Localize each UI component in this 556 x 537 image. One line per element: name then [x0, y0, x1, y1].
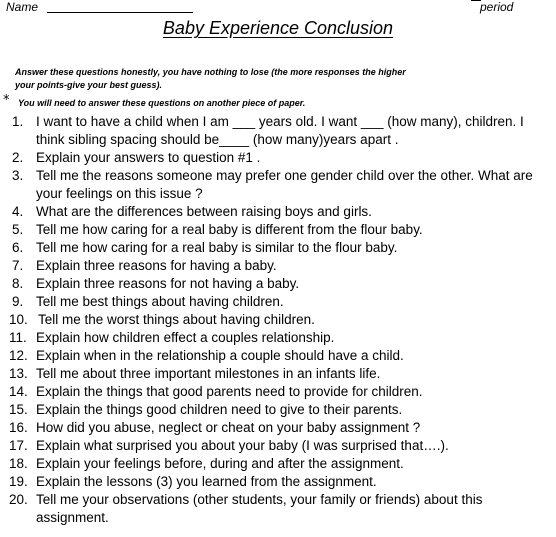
instructions-line-2: your points-give your best guess).	[15, 80, 163, 90]
question-item	[0, 203, 556, 221]
question-number: 4.	[12, 204, 24, 219]
question-text: Explain what surprised you about your baby (I was surprised that….).	[36, 438, 449, 453]
question-number: 8.	[12, 276, 24, 291]
question-item	[0, 257, 556, 275]
period-label: period	[480, 0, 514, 14]
question-list	[0, 113, 556, 527]
question-text: Explain the things that good parents need to provide for children.	[36, 384, 423, 399]
question-number: 9.	[12, 294, 24, 309]
question-text: I want to have a child when I am ___ years old. I want ___ (how many), children. I think sibling spacing should be____ (how many)years apart .	[36, 114, 524, 147]
question-number: 14.	[9, 384, 28, 399]
question-text: Explain your feelings before, during and after the assignment.	[36, 456, 404, 471]
question-number: 17.	[9, 438, 28, 453]
question-text: Explain how children effect a couples relationship.	[36, 330, 335, 345]
question-item	[0, 419, 556, 437]
question-text: How did you abuse, neglect or cheat on your baby assignment ?	[36, 420, 421, 435]
question-item	[0, 347, 556, 365]
question-text: Explain the things good children need to give to their parents.	[36, 402, 403, 417]
question-text: What are the differences between raising boys and girls.	[36, 204, 372, 219]
question-number: 20.	[9, 492, 28, 507]
question-item	[0, 275, 556, 293]
question-text: Explain three reasons for having a baby.	[36, 258, 277, 273]
question-text: Tell me the worst things about having children.	[38, 312, 315, 327]
question-text: Tell me the reasons someone may prefer one gender child over the other. What are your feelings on this issue ?	[36, 168, 533, 201]
question-item	[0, 311, 556, 329]
question-text: Tell me best things about having children.	[36, 294, 284, 309]
question-item	[0, 455, 556, 473]
asterisk-icon: *	[3, 93, 10, 108]
name-blank-line	[47, 12, 193, 13]
question-number: 18.	[9, 456, 28, 471]
question-item	[0, 239, 556, 257]
instructions-line-1: Answer these questions honestly, you have nothing to lose (the more responses the higher	[15, 67, 406, 77]
question-item	[0, 167, 556, 203]
question-number: 3.	[12, 168, 24, 183]
question-text: Explain your answers to question #1 .	[36, 150, 261, 165]
question-text: Tell me how caring for a real baby is different from the flour baby.	[36, 222, 423, 237]
question-item	[0, 293, 556, 311]
question-item	[0, 383, 556, 401]
question-item	[0, 221, 556, 239]
question-item	[0, 437, 556, 455]
question-number: 10.	[9, 312, 28, 327]
question-number: 19.	[9, 474, 28, 489]
question-item	[0, 149, 556, 167]
question-text: Explain three reasons for not having a baby.	[36, 276, 300, 291]
question-item	[0, 473, 556, 491]
question-text: Explain the lessons (3) you learned from the assignment.	[36, 474, 377, 489]
question-item	[0, 365, 556, 383]
instructions-line-3: You will need to answer these questions on another piece of paper.	[18, 98, 306, 108]
question-number: 6.	[12, 240, 24, 255]
question-item	[0, 491, 556, 527]
name-label: Name	[6, 0, 39, 14]
page-title-text: Baby Experience Conclusion	[162, 18, 394, 38]
question-item	[0, 329, 556, 347]
question-text: Explain when in the relationship a couple should have a child.	[36, 348, 404, 363]
question-number: 16.	[9, 420, 28, 435]
question-number: 13.	[9, 366, 28, 381]
question-item	[0, 113, 556, 149]
question-number: 2.	[12, 150, 24, 165]
question-item	[0, 401, 556, 419]
question-number: 15.	[9, 402, 28, 417]
question-text: Tell me your observations (other students, your family or friends) about this assignment.	[36, 492, 483, 525]
question-number: 1.	[12, 114, 24, 129]
page-title	[0, 17, 556, 39]
question-number: 11.	[9, 330, 27, 345]
question-number: 12.	[9, 348, 28, 363]
question-number: 5.	[12, 222, 24, 237]
question-text: Tell me about three important milestones in an infants life.	[36, 366, 381, 381]
question-text: Tell me how caring for a real baby is similar to the flour baby.	[36, 240, 398, 255]
question-number: 7.	[12, 258, 24, 273]
